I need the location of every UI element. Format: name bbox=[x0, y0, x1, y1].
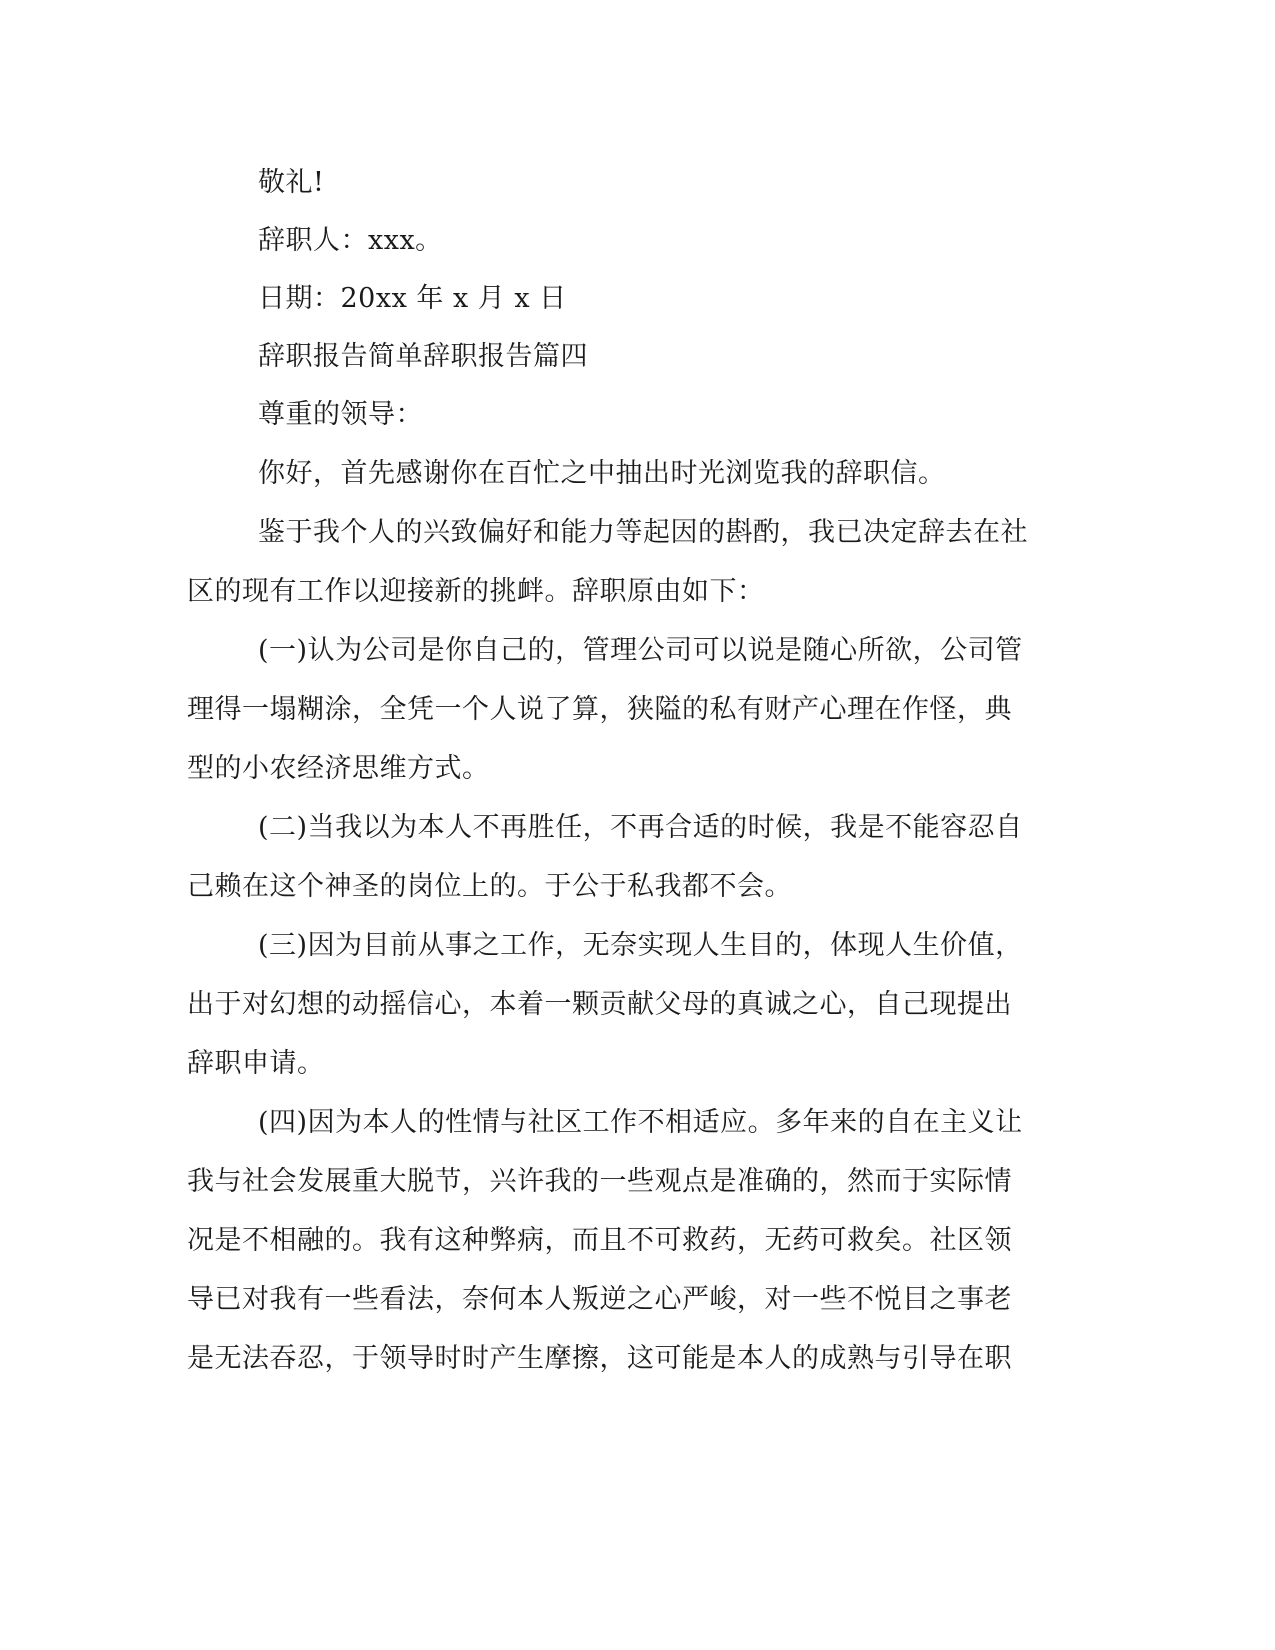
paragraph-line: 你好，首先感谢你在百忙之中抽出时光浏览我的辞职信。 bbox=[258, 458, 946, 489]
date-line: 日期：20xx 年 x 月 x 日 bbox=[258, 283, 567, 314]
paragraph-line: 理得一塌糊涂，全凭一个人说了算，狭隘的私有财产心理在作怪，典 bbox=[187, 694, 1012, 725]
paragraph-line: 型的小农经济思维方式。 bbox=[187, 753, 490, 784]
section-title: 辞职报告简单辞职报告篇四 bbox=[258, 341, 588, 372]
greeting-line: 尊重的领导： bbox=[258, 399, 423, 430]
paragraph-line: (四)因为本人的性情与社区工作不相适应。多年来的自在主义让 bbox=[258, 1107, 1023, 1138]
resigner-line: 辞职人：xxx。 bbox=[258, 225, 443, 256]
paragraph-line: 出于对幻想的动摇信心，本着一颗贡献父母的真诚之心，自己现提出 bbox=[187, 989, 1012, 1020]
closing-salutation: 敬礼! bbox=[258, 167, 325, 198]
paragraph-line: (一)认为公司是你自己的，管理公司可以说是随心所欲，公司管 bbox=[258, 635, 1023, 666]
paragraph-line: 导已对我有一些看法，奈何本人叛逆之心严峻，对一些不悦目之事老 bbox=[187, 1284, 1012, 1315]
paragraph-line: 我与社会发展重大脱节，兴许我的一些观点是准确的，然而于实际情 bbox=[187, 1166, 1012, 1197]
paragraph-line: (二)当我以为本人不再胜任，不再合适的时候，我是不能容忍自 bbox=[258, 812, 1023, 843]
paragraph-line: 况是不相融的。我有这种弊病，而且不可救药，无药可救矣。社区领 bbox=[187, 1225, 1012, 1256]
paragraph-line: 辞职申请。 bbox=[187, 1048, 325, 1079]
paragraph-line: (三)因为目前从事之工作，无奈实现人生目的，体现人生价值， bbox=[258, 930, 1023, 961]
paragraph-line: 己赖在这个神圣的岗位上的。于公于私我都不会。 bbox=[187, 871, 792, 902]
paragraph-line: 区的现有工作以迎接新的挑衅。辞职原由如下： bbox=[187, 576, 765, 607]
paragraph-line: 鉴于我个人的兴致偏好和能力等起因的斟酌，我已决定辞去在社 bbox=[258, 517, 1028, 548]
paragraph-line: 是无法吞忍，于领导时时产生摩擦，这可能是本人的成熟与引导在职 bbox=[187, 1343, 1012, 1374]
